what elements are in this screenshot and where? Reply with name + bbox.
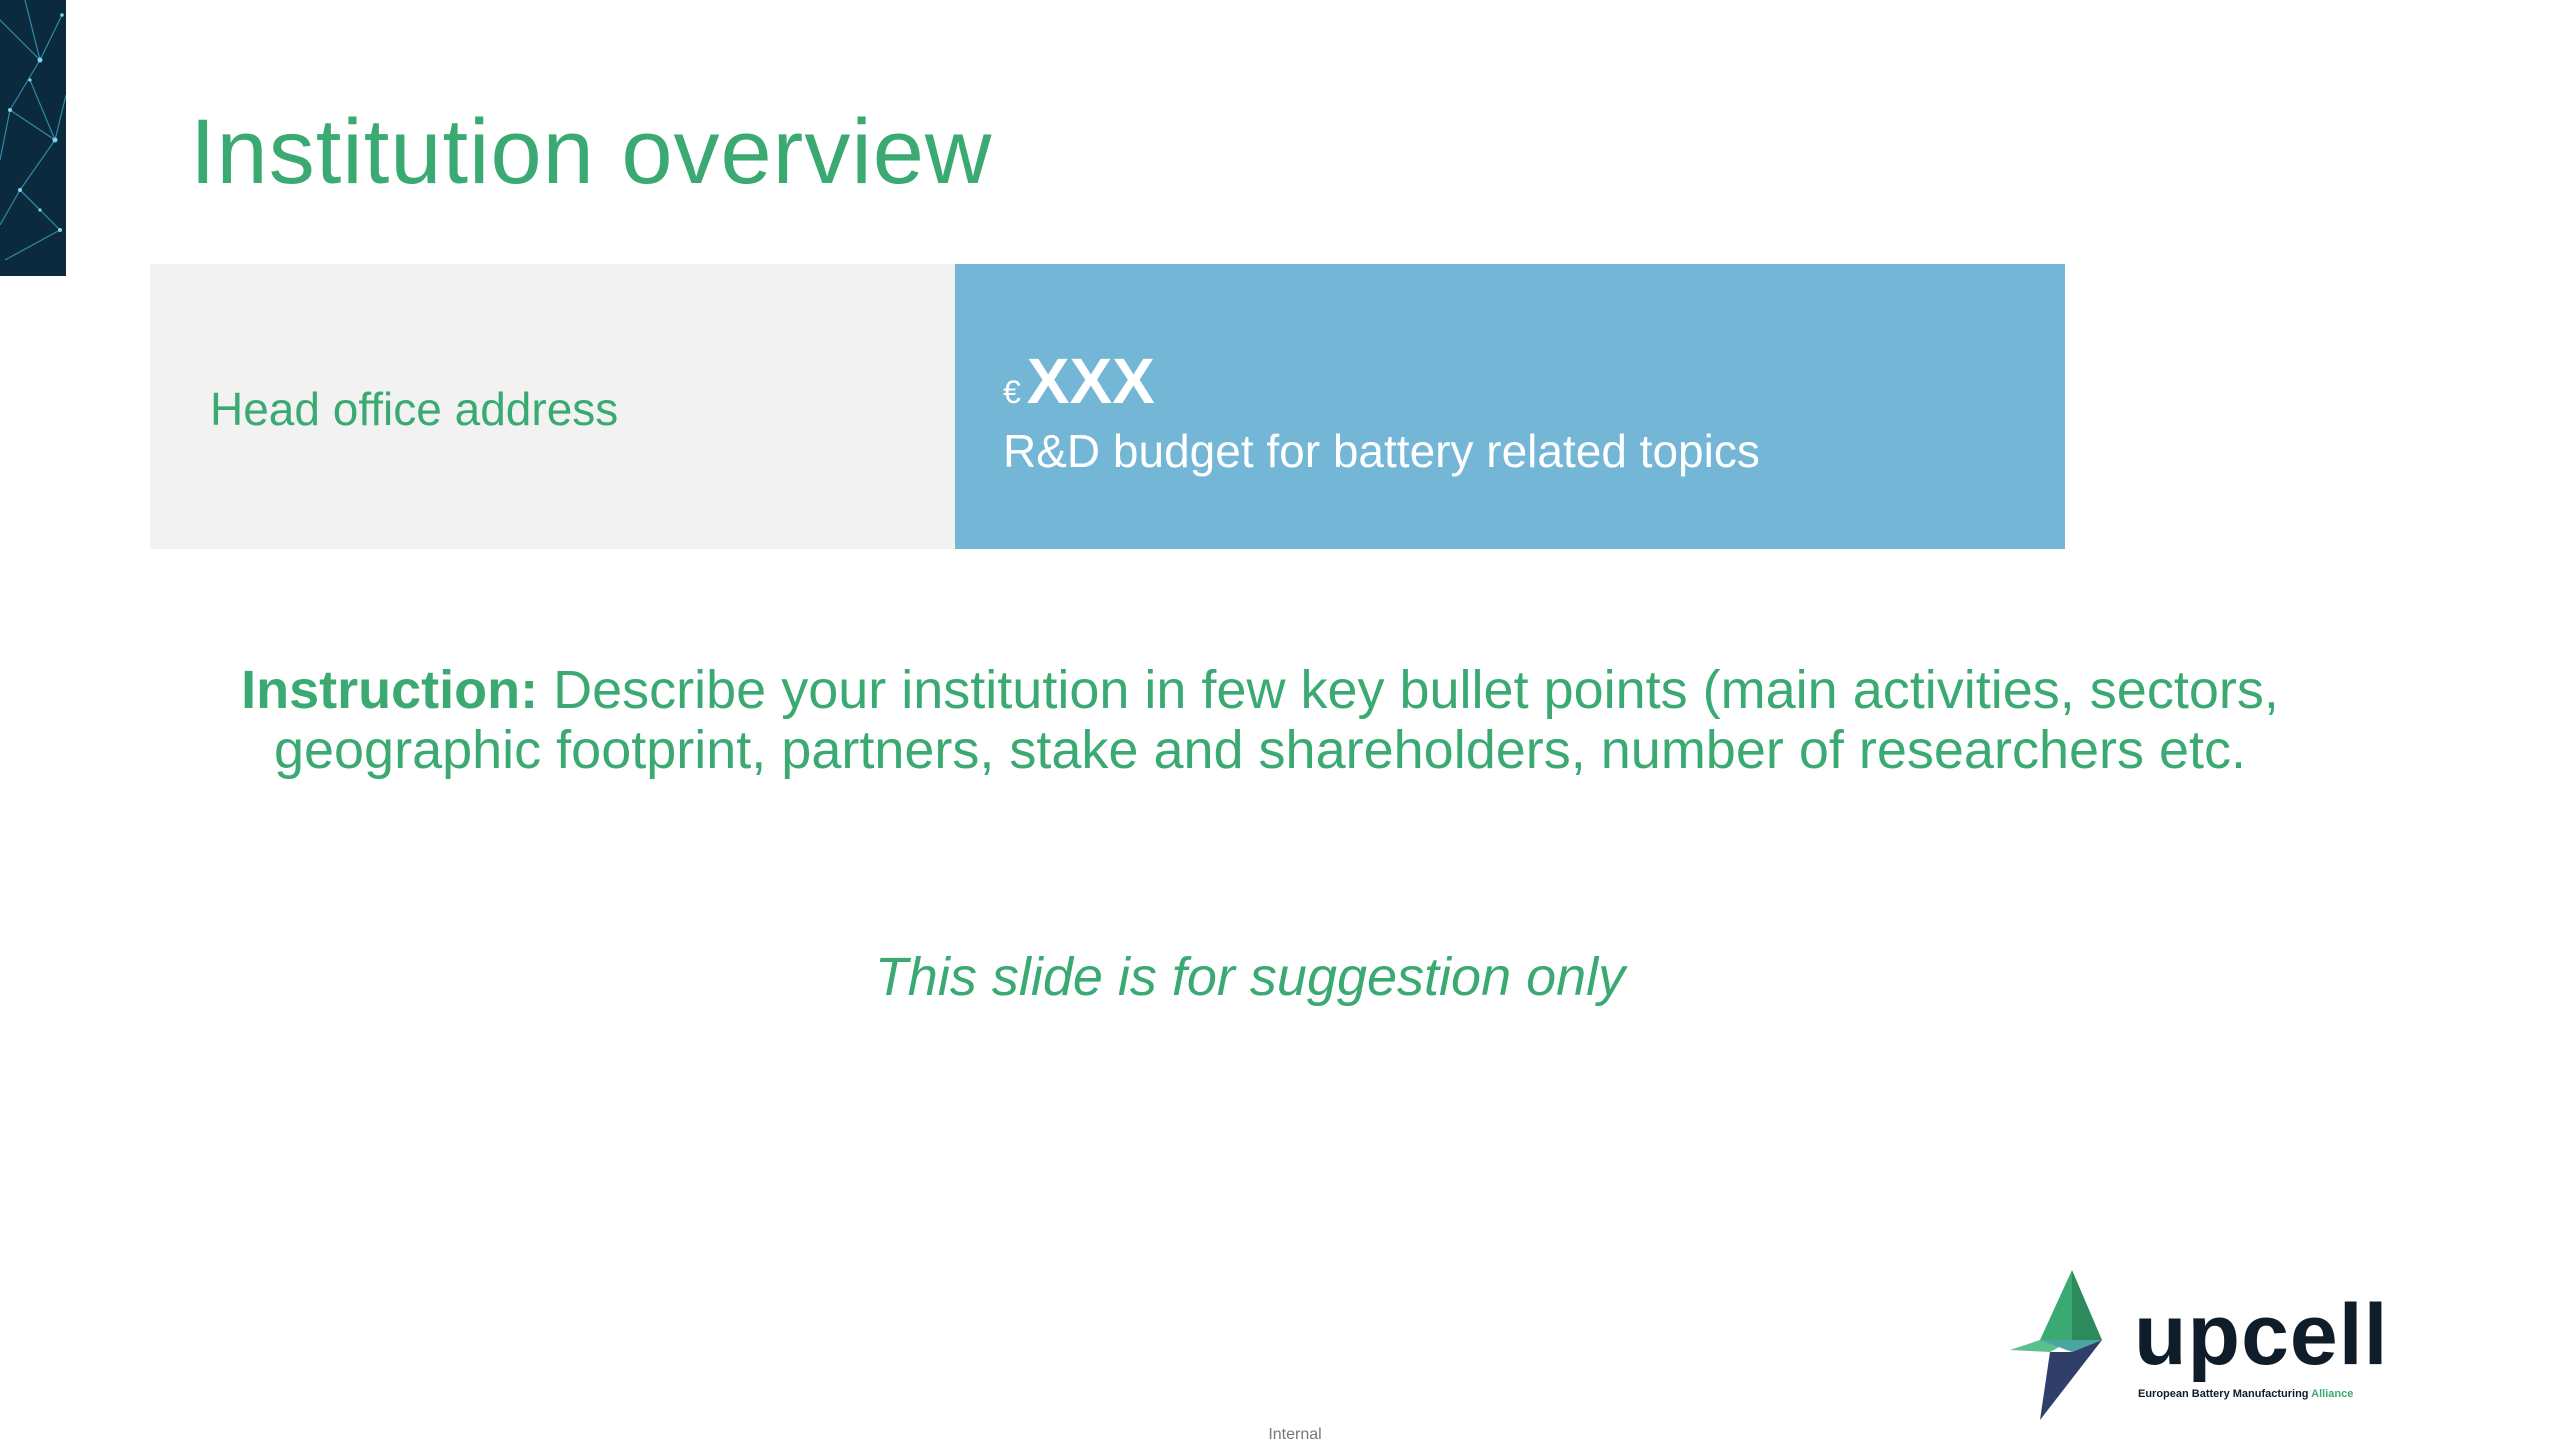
instruction-text [220,660,2300,780]
upcell-logo [2010,1270,2410,1430]
lightning-bolt-icon [2010,1270,2110,1420]
rd-budget-label: R&D budget for battery related topics [1003,425,1760,477]
network-pattern-icon [0,0,66,276]
logo-wordmark: upcell [2134,1287,2389,1383]
currency-symbol: € [1003,374,1021,410]
instruction-body: Describe your institution in few key bullet points (main activities, sectors, geographic footprint, partners, stake and shareholders, number of researchers etc. [273,660,2279,780]
rd-budget-amount [1003,344,1155,418]
rd-budget-box [955,264,2065,549]
classification-label: Internal [1268,1426,1322,1440]
head-office-address-box [150,264,955,549]
budget-value: XXX [1026,345,1155,417]
logo-tagline-accent: Alliance [2311,1388,2354,1400]
slide-title: Institution overview [190,101,993,203]
head-office-address-label: Head office address [210,383,619,435]
logo-tagline-main: European Battery Manufacturing [2138,1388,2312,1400]
suggestion-note: This slide is for suggestion only [874,947,1626,1007]
instruction-lead: Instruction: [241,660,539,720]
logo-tagline [2138,1388,2353,1400]
